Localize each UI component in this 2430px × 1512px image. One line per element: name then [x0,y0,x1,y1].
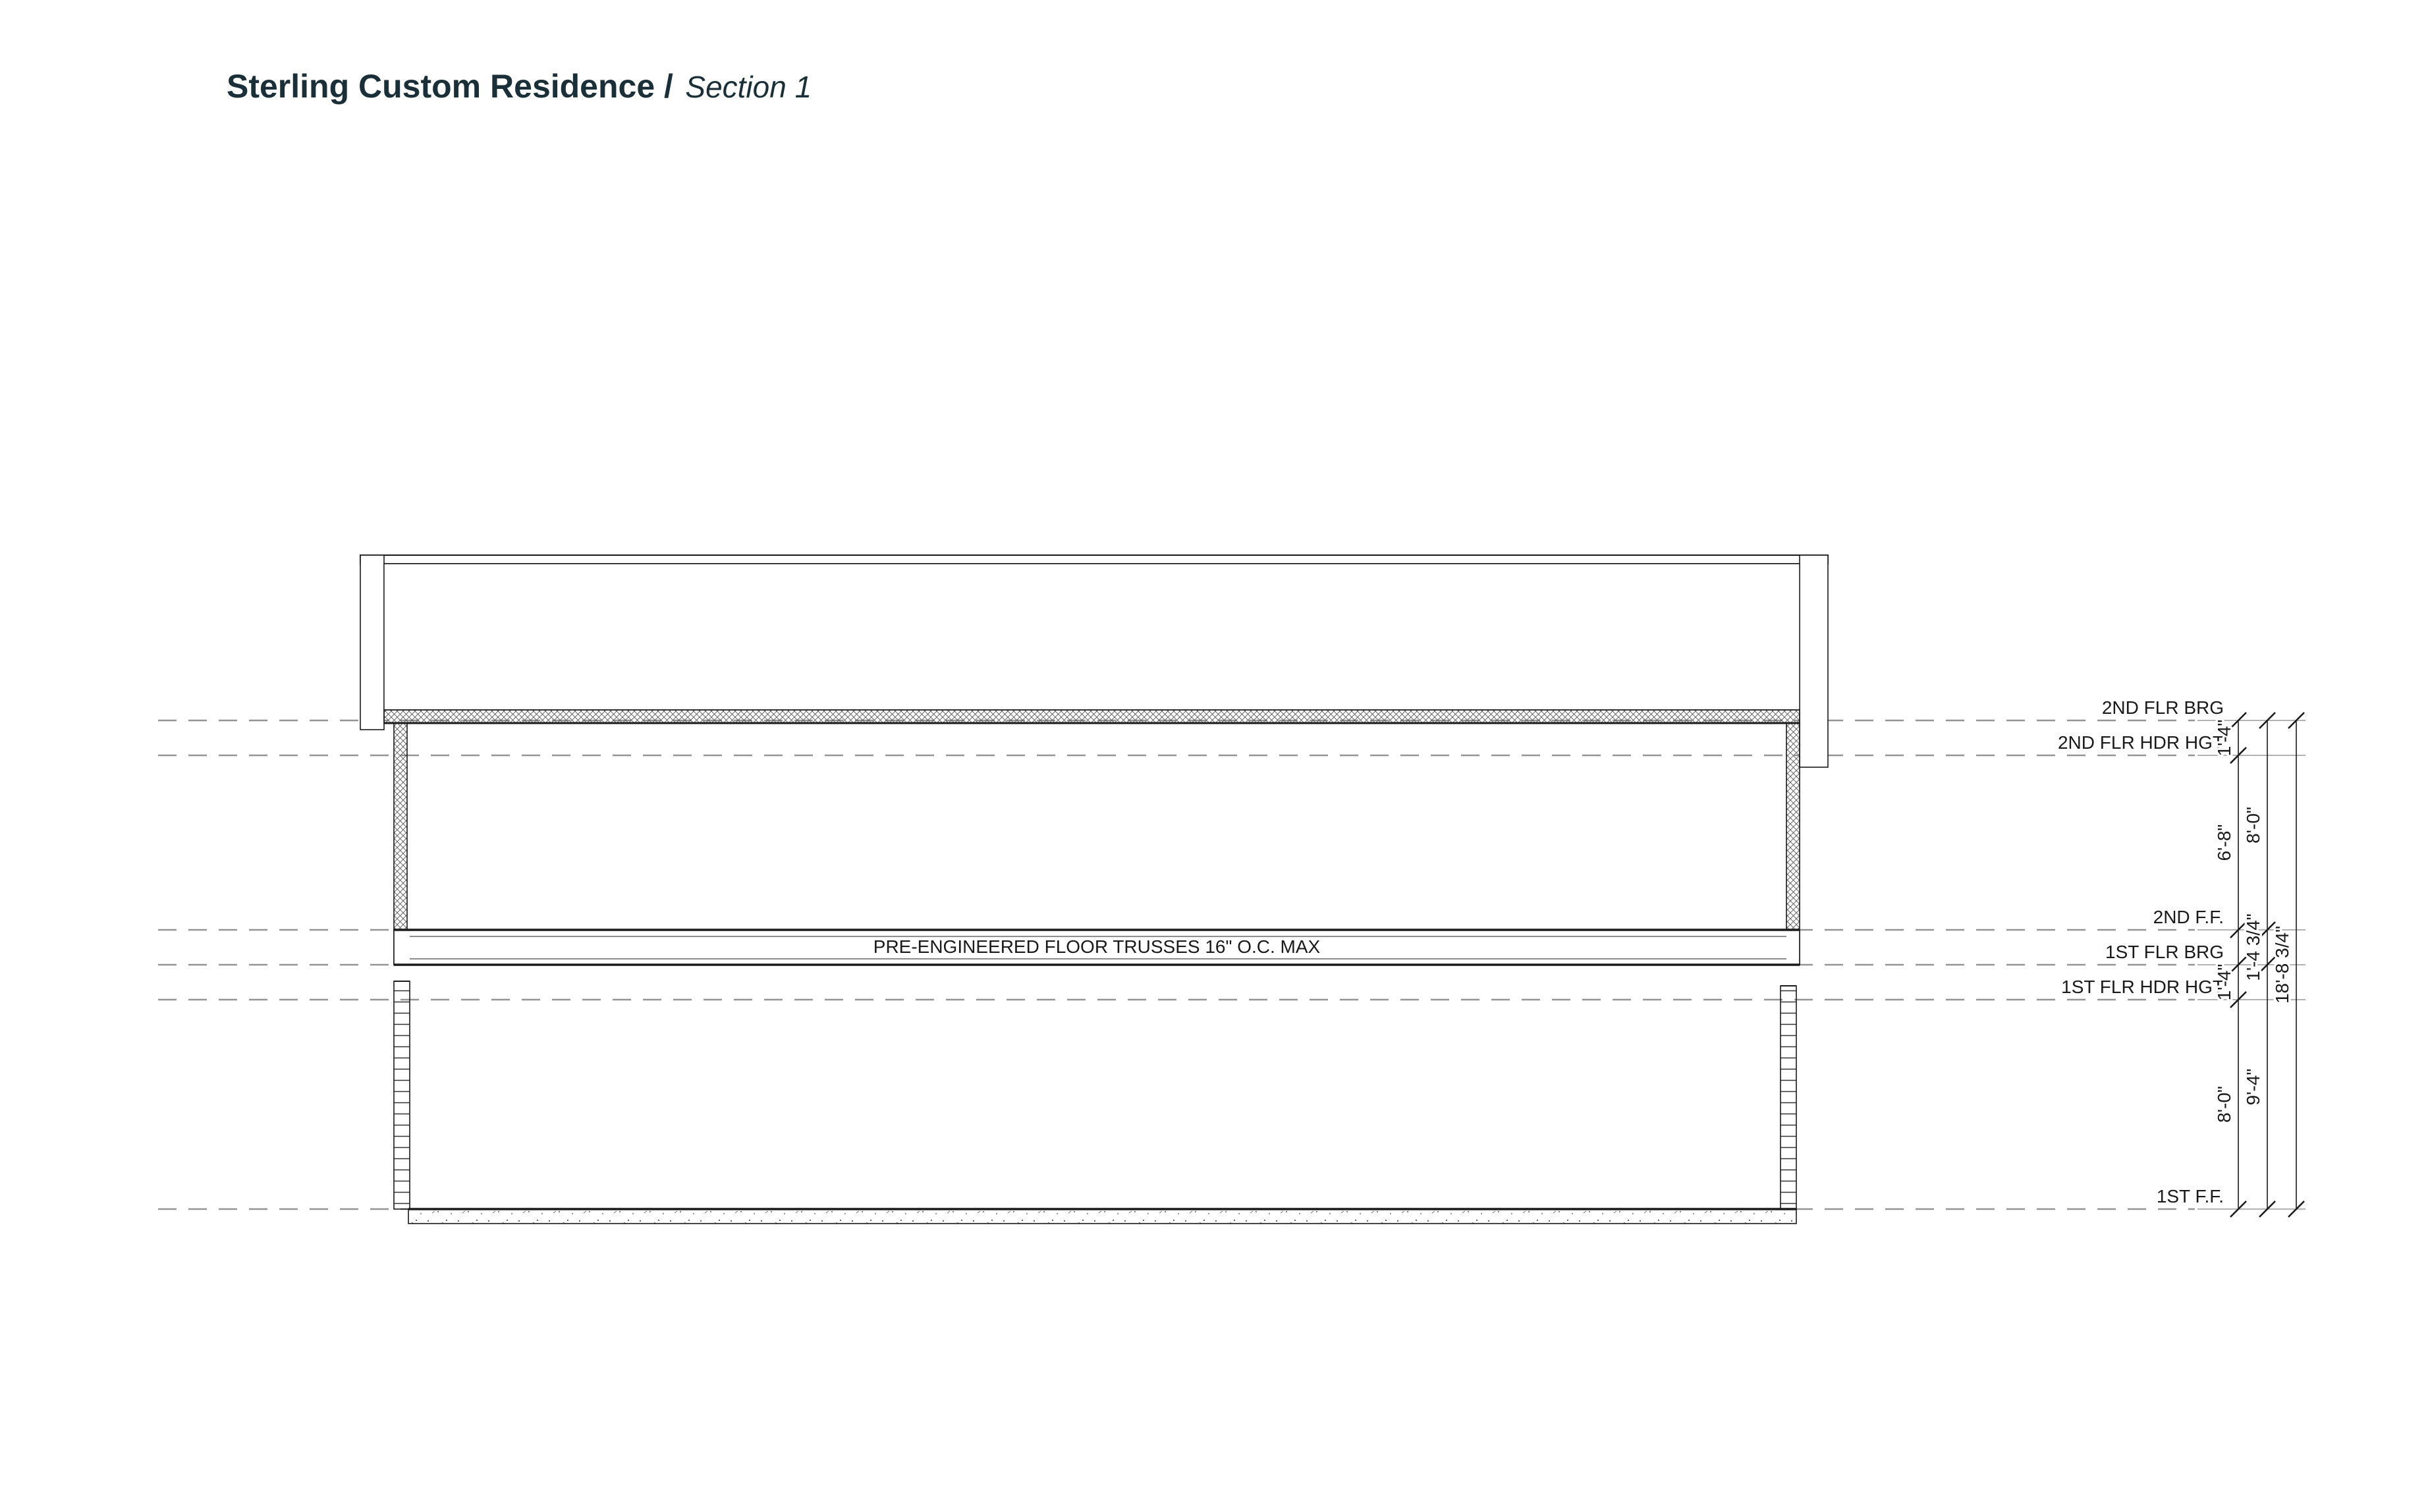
wall-left-2nd [394,723,407,965]
slab [408,1209,1796,1224]
sheet-name: Section 1 [685,70,812,104]
roof-fascia-right [1800,555,1828,767]
dimension-text-0: 1'-4" [2214,719,2234,757]
dimension-text-1: 6'-8" [2214,824,2234,861]
dimension-text-3: 8'-0" [2214,1086,2234,1123]
level-label-2: 2ND F.F. [2153,907,2224,927]
roof-fascia-left [360,555,384,730]
wall-left-1st [394,981,410,1209]
dimension-text-5: 1'-4 3/4" [2243,913,2263,981]
dimension-text-4: 8'-0" [2243,807,2263,844]
page-title [227,68,812,105]
level-label-0: 2ND FLR BRG [2101,697,2224,718]
ceiling-insulation [384,710,1800,723]
wall-right-1st [1781,986,1796,1209]
dimension-text-7: 18'-8 3/4" [2272,925,2292,1004]
level-label-5: 1ST F.F. [2156,1186,2224,1206]
level-label-3: 1ST FLR BRG [2105,942,2224,962]
project-name: Sterling Custom Residence / [227,68,673,105]
dimension-text-2: 1'-4" [2214,963,2234,1001]
drawing-layer [158,555,2306,1224]
wall-right-2nd [1786,723,1800,965]
floor-band-note: PRE-ENGINEERED FLOOR TRUSSES 16" O.C. MAX [873,936,1321,957]
dimension-text-6: 9'-4" [2243,1068,2263,1106]
level-label-1: 2ND FLR HDR HGT [2057,732,2224,753]
level-label-4: 1ST FLR HDR HGT [2061,977,2224,997]
